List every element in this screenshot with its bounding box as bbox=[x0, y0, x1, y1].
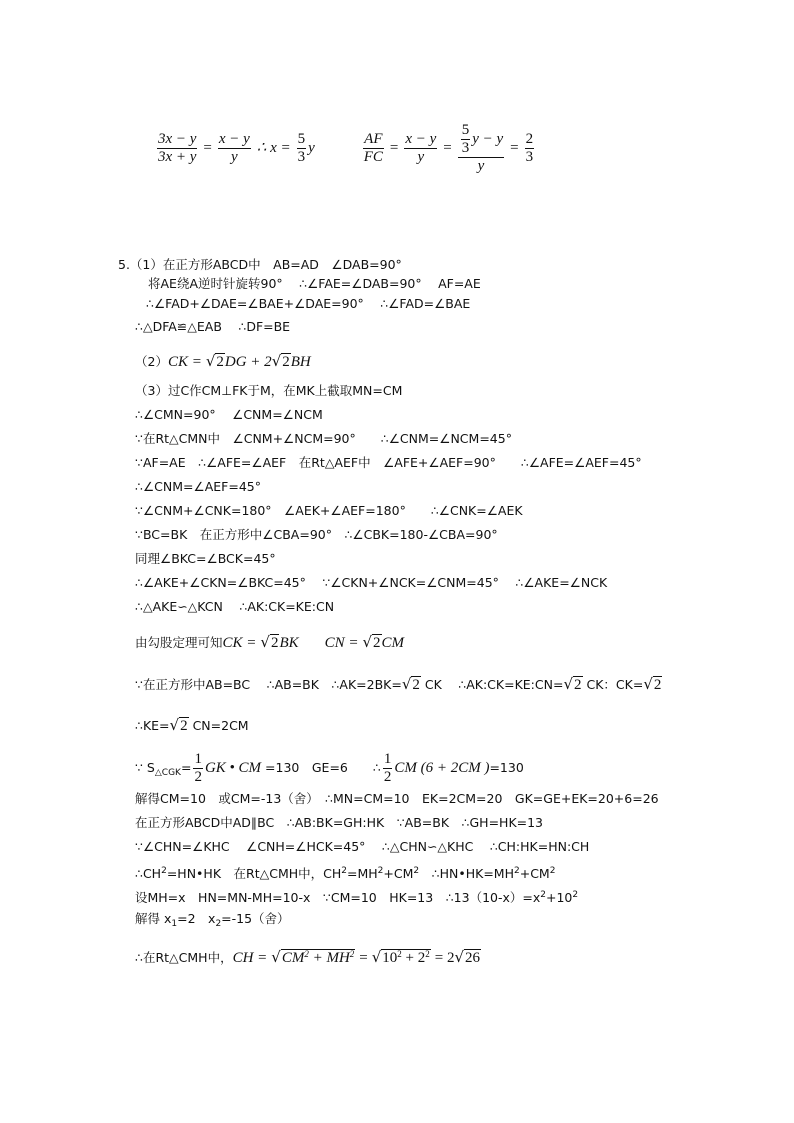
sqrt-icon: √2 bbox=[362, 633, 381, 651]
sqrt-icon: √2 bbox=[643, 675, 662, 693]
s5-line-11: ∵∠CNM+∠CNK=180° ∠AEK+∠AEF=180° ∴∠CNK=∠AEK bbox=[135, 503, 523, 518]
s5-line-6: （3）过C作CM⊥FK于M，在MK上截取MN=CM bbox=[135, 383, 403, 398]
s5-line-3: ∴∠FAD+∠DAE=∠BAE+∠DAE=90° ∴∠FAD=∠BAE bbox=[146, 296, 471, 311]
s5-line-23: $\therefore CH^2=HN•HK$ 在Rt△CMH中，$CH^2=MH^2+CM^2$ $\therefore HN•HK=MH^2+CM^2$ bbox=[135, 866, 556, 881]
s5-line-10: ∴∠CNM=∠AEF=45° bbox=[135, 479, 261, 494]
sqrt-icon: √2 bbox=[260, 633, 279, 651]
s5-line-22: ∵∠CHN=∠KHC ∠CNH=∠HCK=45° ∴△CHN∽△KHC ∴CH:HK=HN:CH bbox=[135, 839, 590, 854]
fraction-2-3: $\frac{2}{3}$ bbox=[525, 131, 534, 165]
s5-line-7: ∴∠CMN=90° ∠CNM=∠NCM bbox=[135, 407, 323, 422]
s5-line-2: 将AE绕A逆时针旋转90° ∴∠FAE=∠DAB=90° AF=AE bbox=[148, 276, 481, 291]
sqrt-icon: √2 bbox=[563, 675, 582, 693]
s5-line-8: ∵在Rt△CMN中 ∠CNM+∠NCM=90° ∴∠CNM=∠NCM=45° bbox=[135, 431, 512, 446]
s5-line-19: ∵ $S_{\triangle CGK}=$ $\frac{1}{2}$ GK • CM =130 GE=6 ∴ $\frac{1}{2}$ CM (6 + 2CM )=130 bbox=[135, 751, 524, 785]
sqrt-icon: √2 bbox=[205, 352, 224, 370]
s5-line-14: ∴∠AKE+∠CKN=∠BKC=45° ∵∠CKN+∠NCK=∠CNM=45° ∴∠AKE=∠NCK bbox=[135, 575, 608, 590]
s5-line-16: 由勾股定理可知CK = √2BK CN = √2CM bbox=[135, 631, 404, 654]
fraction-3: $\frac{5}{3}$ bbox=[297, 131, 306, 165]
s5-line-25: 解得 $x_1=2$ $x_2=-15$（舍） bbox=[135, 911, 290, 929]
fraction-compound: $\frac{5}{3}$ y − y y bbox=[458, 122, 504, 175]
s5-line-18: ∴KE=√2 CN=2CM bbox=[135, 714, 249, 737]
s5-line-15: ∴△AKE∽△KCN ∴AK:CK=KE:CN bbox=[135, 599, 335, 614]
fraction-2: $\frac{x - y}{y}$ bbox=[218, 131, 250, 165]
fraction-5: $\frac{x - y}{y}$ bbox=[405, 131, 437, 165]
s5-line-9: ∵AF=AE ∴∠AFE=∠AEF 在Rt△AEF中 ∠AFE+∠AEF=90° ∴∠AFE=∠AEF=45° bbox=[135, 455, 642, 470]
s5-line-20: 解得CM=10 或CM=-13（舍） ∴MN=CM=10 EK=2CM=20 GK=GE+EK=20+6=26 bbox=[135, 791, 659, 806]
fraction-half: $\frac{1}{2}$ bbox=[383, 751, 392, 785]
s5-line-13: 同理∠BKC=∠BCK=45° bbox=[135, 551, 276, 566]
formula-row-top: $\frac{3x - y}{3x + y}$ = $\frac{x - y}{y}$ ∴ x = $\frac{5}{3}$ y $\frac{AF}{FC}$ = $\frac{x - y}{y}$ = $\frac{5}{3}$ y − y y = $\frac{2}{3}$ bbox=[158, 122, 534, 174]
sqrt-icon: √2 bbox=[271, 352, 290, 370]
sqrt-icon: √26 bbox=[454, 948, 481, 966]
fraction-half: $\frac{1}{2}$ bbox=[194, 751, 202, 785]
sqrt-icon: $√10^2 + 2^2$ bbox=[371, 948, 430, 966]
sqrt-icon: √2 bbox=[169, 716, 188, 734]
s5-line-21: 在正方形ABCD中AD∥BC ∴AB:BK=GH:HK ∵AB=BK ∴GH=HK=13 bbox=[135, 815, 544, 830]
s5-line-17: ∵在正方形中AB=BC ∴AB=BK ∴AK=2BK=√2 CK ∴AK:CK=KE:CN=√2 CK：CK=√2 bbox=[135, 673, 662, 696]
s5-line-24: 设MH=x HN=MN-MH=10-x ∵CM=10 HK=13 $\therefore 13(10-x)=x^2+10^2$ bbox=[135, 890, 579, 905]
s5-line-5: （2）CK = √2DG + 2√2BH bbox=[135, 350, 311, 373]
s5-line-12: ∵BC=BK 在正方形中∠CBA=90° ∴∠CBK=180-∠CBA=90° bbox=[135, 527, 498, 542]
s5-line-4: ∴△DFA≌△EAB ∴DF=BE bbox=[135, 319, 291, 334]
s5-line-26: ∴在Rt△CMH中，CH = $√CM^2 + MH^2 = √10^2 + 2^2 = 2√26$ bbox=[135, 942, 481, 970]
fraction-af-fc: $\frac{AF}{FC}$ bbox=[363, 131, 383, 165]
sqrt-icon: $√CM^2 + MH^2$ bbox=[271, 948, 355, 966]
s5-line-1: 5.（1）在正方形ABCD中 AB=AD ∠DAB=90° bbox=[118, 257, 402, 272]
sqrt-icon: √2 bbox=[401, 675, 420, 693]
fraction-1: $\frac{3x - y}{3x + y}$ bbox=[158, 131, 197, 165]
